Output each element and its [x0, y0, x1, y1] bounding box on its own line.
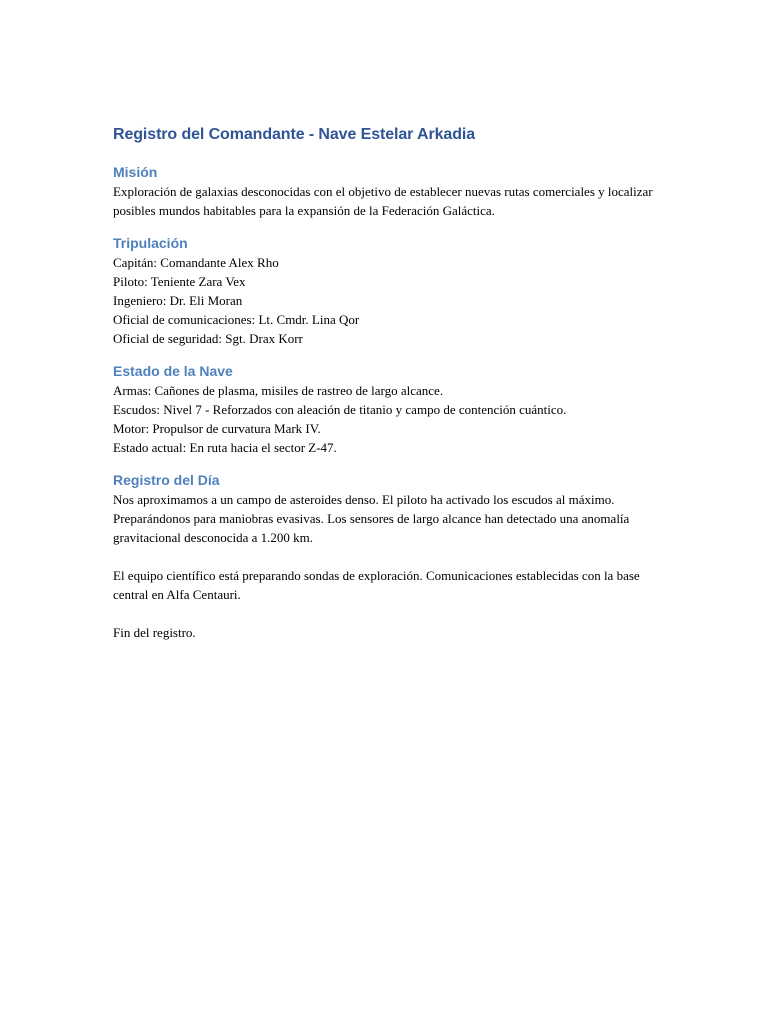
log-paragraph: El equipo científico está preparando sondas de exploración. Comunicaciones establecidas con la base central en Alfa Centauri.: [113, 568, 640, 602]
section-tripulacion: [113, 233, 653, 348]
section-heading-registro: Registro del Día: [113, 472, 220, 488]
section-heading-tripulacion: Tripulación: [113, 235, 188, 251]
section-mision: [113, 162, 653, 220]
mision-text: Exploración de galaxias desconocidas con el objetivo de establecer nuevas rutas comerciales y localizar posibles mundos habitables para la expansión de la Federación Galáctica.: [113, 184, 653, 218]
paragraph-spacer: [113, 604, 653, 623]
status-line: Motor: Propulsor de curvatura Mark IV.: [113, 421, 321, 436]
log-paragraph: Nos aproximamos a un campo de asteroides denso. El piloto ha activado los escudos al máximo. Preparándonos para maniobras evasivas. Los sensores de largo alcance han detectado una anomalía gravitacional desconocida a 1.200 km.: [113, 492, 630, 545]
document-title: Registro del Comandante - Nave Estelar Arkadia: [113, 126, 476, 143]
crew-line: Oficial de comunicaciones: Lt. Cmdr. Lina Qor: [113, 312, 360, 327]
status-line: Armas: Cañones de plasma, misiles de rastreo de largo alcance.: [113, 383, 444, 398]
section-heading-mision: Misión: [113, 164, 158, 180]
section-registro: [113, 470, 653, 642]
crew-line: Oficial de seguridad: Sgt. Drax Korr: [113, 331, 303, 346]
section-heading-estado: Estado de la Nave: [113, 363, 233, 379]
paragraph-spacer: [113, 547, 653, 566]
crew-list: [113, 253, 653, 348]
document-page: [113, 124, 653, 655]
section-estado: [113, 361, 653, 457]
ship-status-list: [113, 381, 653, 457]
crew-line: Capitán: Comandante Alex Rho: [113, 255, 279, 270]
status-line: Escudos: Nivel 7 - Reforzados con aleación de titanio y campo de contención cuántico.: [113, 402, 567, 417]
crew-line: Piloto: Teniente Zara Vex: [113, 274, 246, 289]
crew-line: Ingeniero: Dr. Eli Moran: [113, 293, 243, 308]
log-end: Fin del registro.: [113, 625, 196, 640]
status-line: Estado actual: En ruta hacia el sector Z-47.: [113, 440, 337, 455]
